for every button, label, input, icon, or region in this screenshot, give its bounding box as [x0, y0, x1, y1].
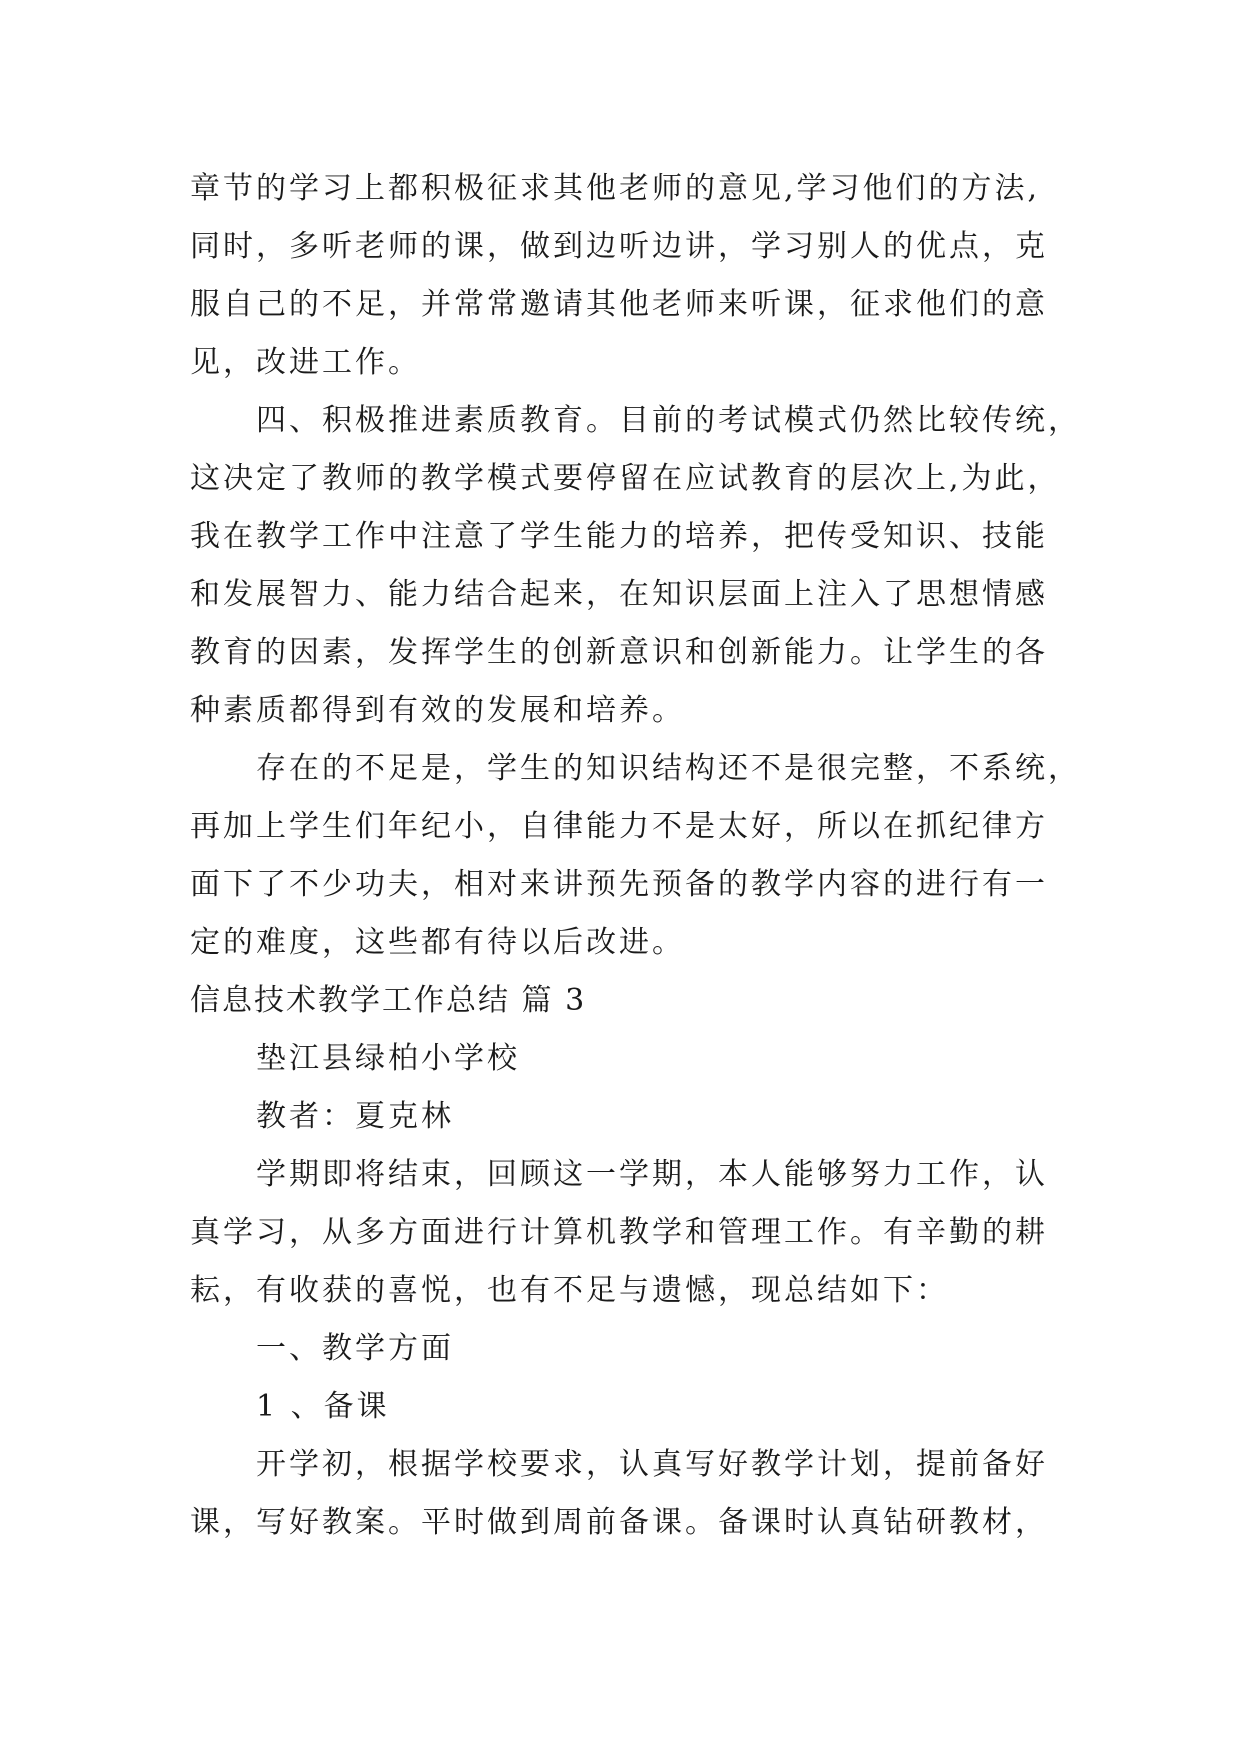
- subheading-line: 一、教学方面: [256, 1331, 454, 1366]
- text-line: 种素质都得到有效的发展和培养。: [190, 693, 685, 728]
- document-body: [190, 160, 1090, 1552]
- text-line: 和发展智力、能力结合起来，在知识层面上注入了思想情感: [190, 577, 1048, 612]
- text-line: 这决定了教师的教学模式要停留在应试教育的层次上,为此，: [190, 461, 1061, 496]
- text-line: 我在教学工作中注意了学生能力的培养，把传受知识、技能: [190, 519, 1048, 554]
- paragraph-start-line: 存在的不足是，学生的知识结构还不是很完整，不系统，: [256, 751, 1081, 786]
- text-line: 面下了不少功夫，相对来讲预先预备的教学内容的进行有一: [190, 867, 1048, 902]
- text-line: 真学习，从多方面进行计算机教学和管理工作。有辛勤的耕: [190, 1215, 1048, 1250]
- text-line: 再加上学生们年纪小，自律能力不是太好，所以在抓纪律方: [190, 809, 1048, 844]
- paragraph-start-line: 开学初，根据学校要求，认真写好教学计划，提前备好: [256, 1447, 1048, 1482]
- text-line: 服自己的不足，并常常邀请其他老师来听课，征求他们的意: [190, 287, 1048, 322]
- text-line: 见，改进工作。: [190, 345, 421, 380]
- text-line: 同时，多听老师的课，做到边听边讲，学习别人的优点，克: [190, 229, 1048, 264]
- paragraph-start-line: 学期即将结束，回顾这一学期，本人能够努力工作，认: [256, 1157, 1048, 1192]
- text-line: 定的难度，这些都有待以后改进。: [190, 925, 685, 960]
- author-line: 教者：夏克林: [256, 1099, 454, 1134]
- school-name-line: 垫江县绿柏小学校: [256, 1041, 520, 1076]
- text-line: 章节的学习上都积极征求其他老师的意见,学习他们的方法,: [190, 171, 1041, 206]
- section-heading: 信息技术教学工作总结 篇 3: [190, 983, 587, 1018]
- subheading-line: 1 、备课: [256, 1389, 390, 1424]
- text-line: 教育的因素，发挥学生的创新意识和创新能力。让学生的各: [190, 635, 1048, 670]
- paragraph-start-line: 四、积极推进素质教育。目前的考试模式仍然比较传统，: [256, 403, 1081, 438]
- text-line: 耘，有收获的喜悦，也有不足与遗憾，现总结如下：: [190, 1273, 949, 1308]
- text-line: 课，写好教案。平时做到周前备课。备课时认真钻研教材，: [190, 1505, 1048, 1540]
